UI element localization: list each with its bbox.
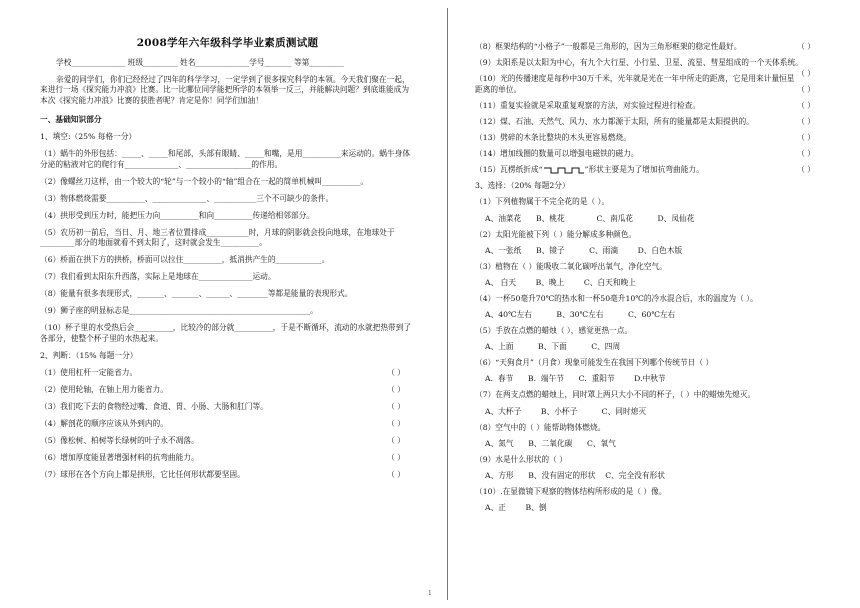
judge-text-tail: ”形状主要是为了增加抗弯曲能力。 (584, 165, 704, 175)
choice-question-8: （8）空气中的（ ）能帮助物体燃烧。 (475, 422, 606, 432)
judge-text: （14）增加线圈的数量可以增强电磁铁的磁力。 (475, 149, 639, 159)
choice-options-6: A. 春节 B. 端午节 C. 重阳节 D.中秋节 (485, 374, 666, 384)
choice-options-1: A、油菜花 B、桃花 C、南瓜花 D、凤仙花 (485, 213, 695, 223)
judge-item-1 (40, 368, 415, 379)
judge-text: （6）增加厚度能显著增强材料的抗弯曲能力。 (40, 452, 199, 462)
judge-text: （3）我们吃下去的食物经过嘴、食道、胃、小肠、大肠和肛门等。 (40, 401, 268, 411)
choice-question-10: （10）.在显微镜下观察的物体结构所形成的是（ ）像。 (475, 486, 667, 496)
judge-item-15 (475, 165, 825, 176)
student-info-line: 学校______________ 班级_________ 姓名______________学号_______ 等第_________ (56, 57, 344, 67)
judge-item-14 (475, 149, 825, 160)
judge-text: （15）瓦楞纸折成“ (475, 165, 543, 175)
answer-paren: （ ） (797, 165, 815, 175)
choice-question-6: （6）“天狗食月”（月食）现象可能发生在我国下列哪个传统节日（ ） (475, 358, 714, 368)
fill-item-5: （5）农历初一前后，当日、月、地三者位置排成___________时，月球的阴影就会投向地球，在地球处于_________部分的地面就看不到太阳了，这时就会发生__________。 (40, 227, 395, 248)
answer-paren: （ ） (797, 101, 815, 111)
judge-text: （13）劈碎的木条比整块的木头更容易燃烧。 (475, 133, 631, 143)
judge-item-13 (475, 133, 825, 144)
judge-text: （9）太阳系是以太阳为中心，有九个大行星、小行星、卫星、流星、彗星组成的一个天体系统。 (475, 58, 803, 68)
answer-paren: （ ） (797, 133, 815, 143)
choice-options-7: A、大杯子 B、小杯子 C、同时熄灭 (485, 406, 647, 416)
choice-question-3: （3）植物在（ ）能吸收二氧化碳呼出氧气，净化空气。 (475, 261, 667, 271)
choice-options-10: A、正 B、倒 (485, 502, 547, 512)
answer-paren: （ ） (387, 401, 405, 411)
judge-heading: 2、判断：（15% 每题一分） (40, 350, 138, 360)
choice-question-2: （2）太阳光能被下列（ ）能分解成多种颜色。 (475, 229, 637, 239)
fill-item-7: （7）我们看到太阳东升西落，实际上是地球在______________运动。 (40, 272, 276, 282)
fill-heading: 1、填空:（25% 每格一分） (40, 131, 137, 141)
exam-title: 2008学年六年级科学毕业素质测试题 (136, 37, 319, 49)
answer-paren: （ ） (387, 469, 405, 479)
judge-text: （10）光的传播速度是每秒中30万千米，光年就是光在一年中所走的距离，它是用来计量恒星距离的单位。 (475, 74, 795, 94)
judge-item-3 (40, 402, 415, 413)
judge-text: （5）像松树、柏树等长绿树的叶子永不凋落。 (40, 435, 199, 445)
choice-question-1: （1）下列植物属于不完全花的是（ ）。 (475, 197, 610, 207)
fill-item-3: （3）物体燃烧需要__________、______________、___________三个不可缺少的条件。 (40, 193, 334, 203)
left-column (40, 36, 415, 487)
corrugated-shape-icon (543, 165, 585, 175)
answer-paren: （ ） (797, 42, 815, 51)
judge-item-7 (40, 470, 415, 481)
choice-options-5: A、上面 B、下面 C、四周 (485, 342, 621, 352)
judge-item-10 (475, 74, 825, 96)
fill-item-2: （2）像螺丝刀这样，由一个较大的“轮”与一个较小的“轴”组合在一起的简单机械叫__________。 (40, 176, 369, 186)
judge-text: （11）重复实验就是采取重复观察的方法，对实验过程进行检查。 (475, 101, 701, 111)
answer-paren: （ ） (797, 117, 815, 127)
judge-item-8 (475, 42, 825, 53)
judge-text: （8）框架结构的“小格子”一般都是三角形的，因为三角形框架的稳定性最好。 (475, 42, 742, 51)
choice-options-3: A、 白天 B、晚上 C、白天和晚上 (485, 277, 636, 287)
answer-paren: （ ） (797, 68, 815, 78)
fill-item-1: （1）蜗牛的外形包括：_____、_____和尾部，头部有眼睛、_____和嘴，是用__________来运动的。蜗牛身体分泌的粘液对它的爬行有______________、_________________的作用。 (40, 148, 411, 169)
choice-options-4: A、40℃左右 B、30℃左右 C、60℃左右 (485, 310, 676, 320)
answer-paren: （ ） (797, 84, 815, 94)
answer-paren: （ ） (387, 384, 405, 394)
judge-text: （7）球形在各个方向上都是拱形，它比任何形状都要坚固。 (40, 469, 245, 479)
judge-item-5 (40, 436, 415, 447)
right-column (475, 42, 825, 519)
judge-item-4 (40, 419, 415, 430)
page-number: 1 (428, 590, 432, 597)
answer-paren: （ ） (387, 452, 405, 462)
judge-text: （2）使用轮轴，在轴上用力能省力。 (40, 384, 168, 394)
choice-question-4: （4）一杯50毫升70℃的热水和一杯50毫升10℃的冷水混合后，水的温度为（ ）。 (475, 293, 758, 303)
judge-item-12 (475, 117, 825, 128)
column-divider (447, 8, 448, 600)
fill-item-8: （8）能量有很多表现形式，_______、_______、______、________等都是能量的表现形式。 (40, 289, 353, 299)
answer-paren: （ ） (387, 435, 405, 445)
judge-text: （4）解剖花的顺序应该从外到内的。 (40, 418, 168, 428)
choice-question-9: （9）水是什么形状的（ ） (475, 454, 567, 464)
fill-item-6: （6）桥面在拱下方的拱桥，桥面可以拉住__________，抵消拱产生的____________。 (40, 255, 330, 265)
section-basic-knowledge: 一、基础知识部分 (40, 115, 102, 124)
judge-item-9 (475, 58, 825, 78)
judge-item-6 (40, 453, 415, 464)
fill-item-10: （10）杯子里的水受热后会__________，比较冷的部分就__________，于是不断循环，流动的水就把热带到了各部分，使整个杯子里的水热起来。 (40, 323, 412, 343)
judge-item-2 (40, 385, 415, 396)
choice-options-2: A、一张纸 B、镜子 C、雨滴 D、白色木版 (485, 245, 683, 255)
choice-question-5: （5）手放在点燃的蜡烛（ ），感觉更热一点。 (475, 326, 633, 336)
judge-item-11 (475, 101, 825, 112)
choice-options-9: A、方形 B、没有固定的形状 C、完全没有形状 (485, 470, 665, 480)
intro-paragraph: 亲爱的同学们，你们已经经过了四年的科学学习，一定学到了很多探究科学的本领。今天我们聚在一起，来进行一场《探究能力冲浪》比赛。比一比哪位同学能把所学的本领举一反三，并能解决问题？到底谁能成为本次《探究能力冲浪》比赛的获胜者呢？肯定是你！同学们加油！ (40, 74, 410, 106)
fill-item-4: （4）拱形受到压力时，能把压力向__________和向__________传递给相邻部分。 (40, 210, 314, 220)
answer-paren: （ ） (387, 367, 405, 377)
choice-question-7: （7）在两支点燃的蜡烛上，同时罩上两只大小不同的杯子，（ ）中的蜡烛先熄灭。 (475, 390, 756, 400)
answer-paren: （ ） (797, 149, 815, 159)
judge-text: （12）煤、石油、天然气、风力、水力都源于太阳，所有的能量都是太阳提供的。 (475, 117, 754, 127)
choice-options-8: A、氮气 B、二氧化碳 C、氧气 (485, 438, 616, 448)
answer-paren: （ ） (387, 418, 405, 428)
fill-item-9: （9）狮子座的明显标志是_______________________________________________。 (40, 306, 318, 316)
judge-text: （1）使用杠杆一定能省力。 (40, 367, 138, 377)
choice-heading: 3、选择：（20% 每题2分） (475, 181, 570, 191)
